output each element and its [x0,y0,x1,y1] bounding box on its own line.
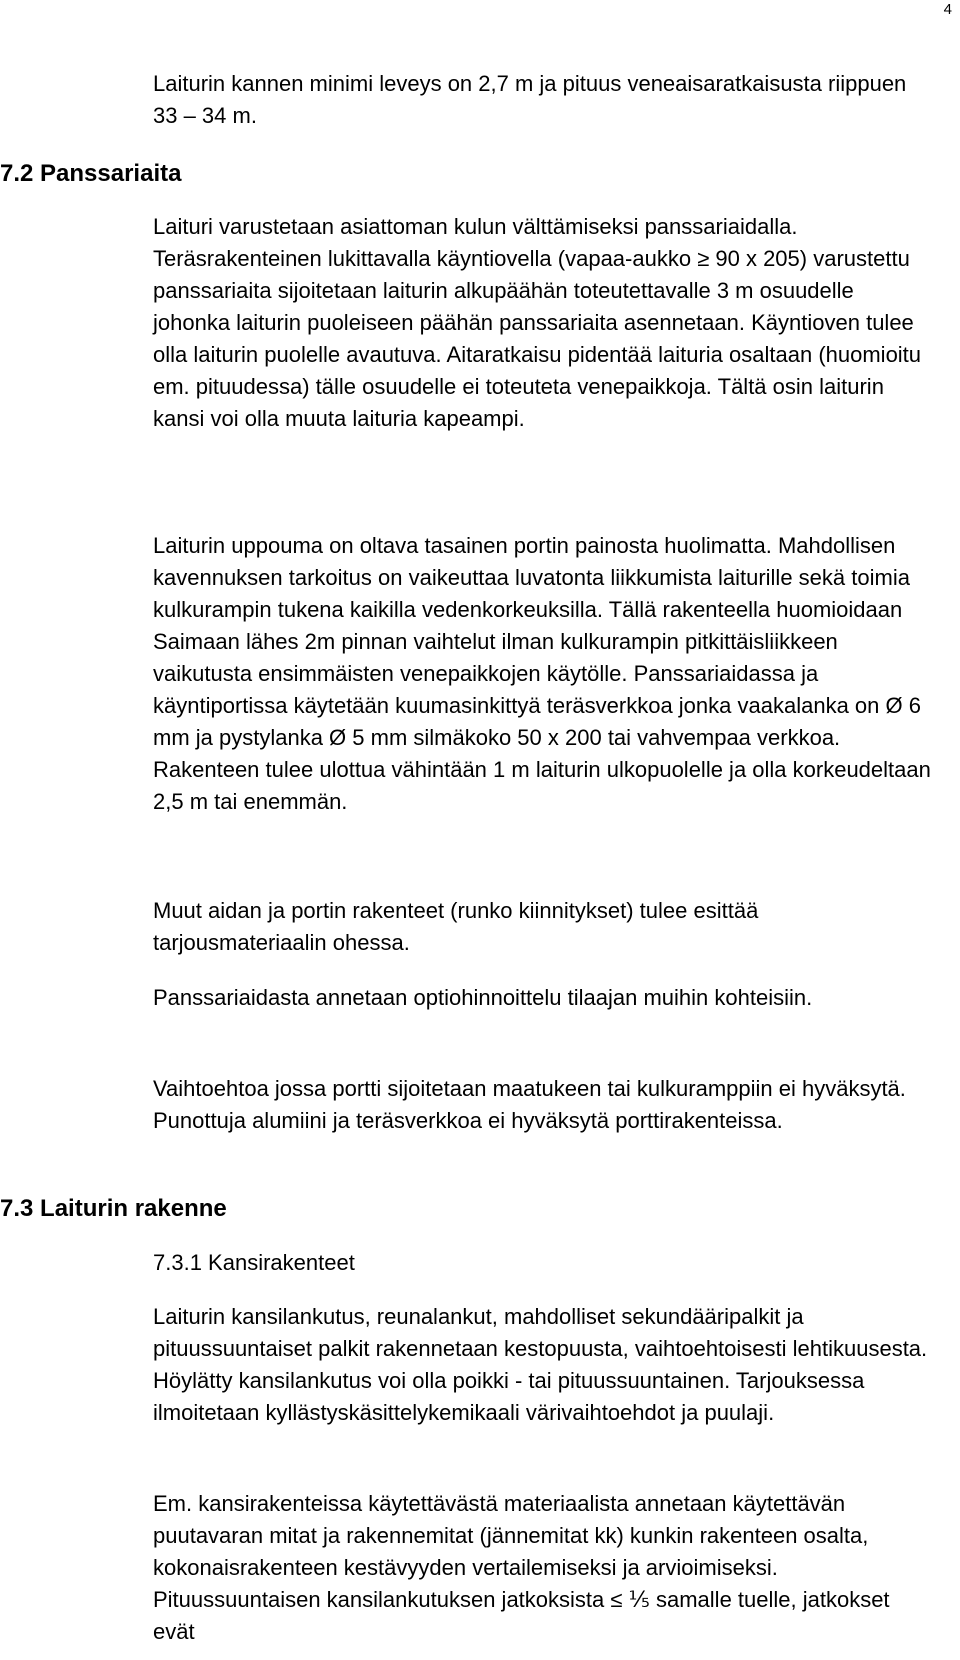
paragraph-text: Vaihtoehtoa jossa portti sijoitetaan maatukeen tai kulkuramppiin ei hyväksytä. Punottuja alumiini ja teräsverkkoa ei hyväksytä porttirakenteissa. [153,1076,906,1133]
section-heading-7-3: 7.3 Laiturin rakenne [0,1195,227,1222]
paragraph-text: Panssariaidasta annetaan optiohinnoittelu tilaajan muihin kohteisiin. [153,985,813,1010]
subsection-heading-7-3-1: 7.3.1 Kansirakenteet [153,1250,355,1275]
paragraph-armor-fence [153,211,933,435]
paragraph-deck-size [153,68,933,132]
paragraph-text: Laituri varustetaan asiattoman kulun välttämiseksi panssariaidalla. Teräsrakenteinen lukittavalla käyntiovella (vapaa-aukko ≥ 90 x 205) varustettu panssariaita sijoitetaan laiturin alkupäähän toteutettavalle 3 m osuudelle johonka laiturin puoleiseen päähän panssariaita asennetaan. Käyntioven tulee olla laiturin puolelle avautuva. Aitaratkaisu pidentää laituria osaltaan (huomioitu em. pituudessa) tälle osuudelle ei toteuteta venepaikkoja. Tältä osin laiturin kansi voi olla muuta laituria kapeampi. [153,214,922,431]
paragraph-fence-structures [153,895,933,959]
paragraph-option-pricing [153,982,933,1014]
page-number: 4 [943,1,952,18]
paragraph-text: Laiturin uppouma on oltava tasainen portin painosta huolimatta. Mahdollisen kavennuksen tarkoitus on vaikeuttaa luvatonta liikkumista laiturille sekä toimia kulkurampin tukena kaikilla vedenkorkeuksilla. Tällä rakenteella huomioidaan Saimaan lähes 2m pinnan vaihtelut ilman kulkurampin pitkittäisliikkeen vaikutusta ensimmäisten venepaikkojen käytölle. Panssariaidassa ja käyntiportissa käytetään kuumasinkittyä teräsverkkoa jonka vaakalanka on Ø 6 mm ja pystylanka Ø 5 mm silmäkoko 50 x 200 tai vahvempaa verkkoa. Rakenteen tulee ulottua vähintään 1 m laiturin ulkopuolelle ja olla korkeudeltaan 2,5 m tai enemmän. [153,533,931,814]
paragraph-gate-alternatives [153,1073,933,1137]
paragraph-fence-mesh [153,530,933,818]
paragraph-text: Laiturin kansilankutus, reunalankut, mahdolliset sekundääripalkit ja pituussuuntaiset palkit rakennetaan kestopuusta, vaihtoehtoisesti lehtikuusesta. Höylätty kansilankutus voi olla poikki - tai pituussuuntainen. Tarjouksessa ilmoitetaan kyllästyskäsittelykemikaali värivaihtoehdot ja puulaji. [153,1304,928,1425]
paragraph-text: Muut aidan ja portin rakenteet (runko kiinnitykset) tulee esittää tarjousmateriaalin ohessa. [153,898,759,955]
paragraph-text: Laiturin kannen minimi leveys on 2,7 m ja pituus veneaisaratkaisusta riippuen 33 – 34 m. [153,71,907,128]
paragraph-material-dimensions [153,1488,933,1648]
section-heading-7-2: 7.2 Panssariaita [0,160,182,187]
paragraph-deck-materials [153,1301,933,1429]
paragraph-text: Em. kansirakenteissa käytettävästä materiaalista annetaan käytettävän puutavaran mitat ja rakennemitat (jännemitat kk) kunkin rakenteen osalta, kokonaisrakenteen kestävyyden vertailemiseksi ja arvioimiseksi. Pituussuuntaisen kansilankutuksen jatkoksista ≤ ⅕ samalle tuelle, jatkokset evät [153,1491,890,1644]
